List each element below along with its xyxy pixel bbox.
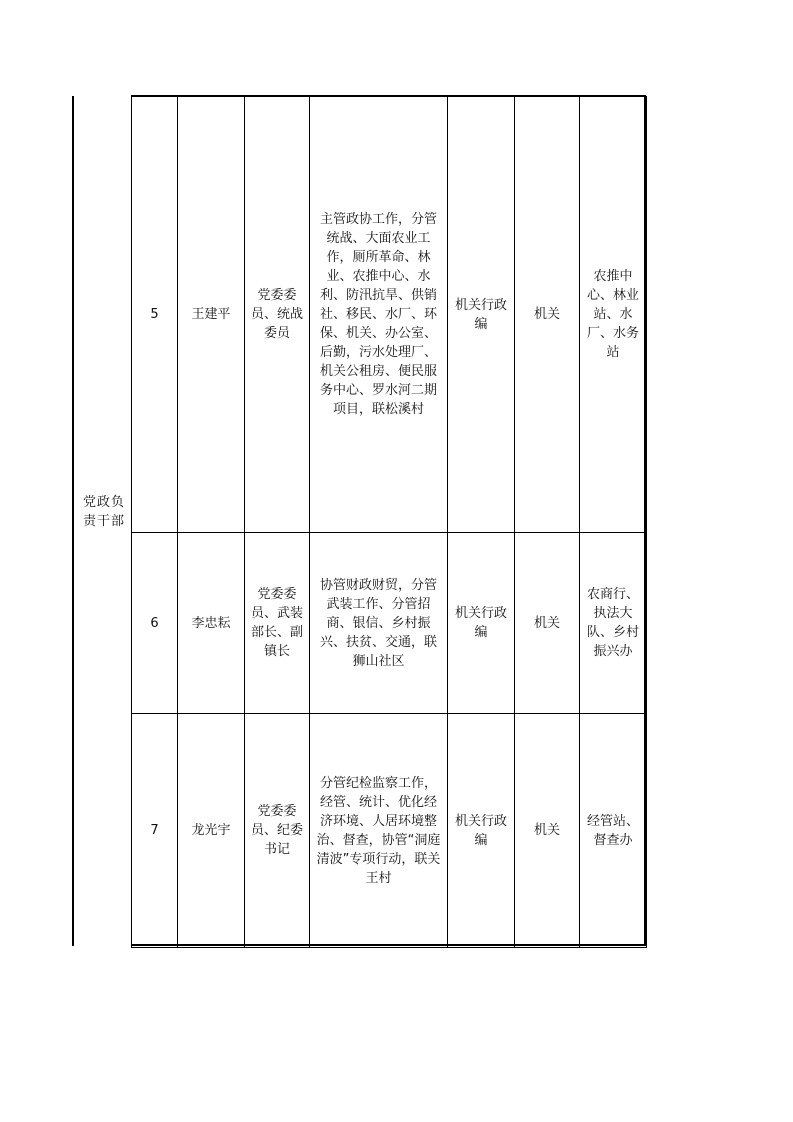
table-right-border xyxy=(644,96,646,946)
staffing-type: 机关行政编 xyxy=(448,533,515,714)
staffing-type: 机关行政编 xyxy=(448,97,515,533)
table-row xyxy=(132,714,647,948)
contact-units: 农推中心、林业站、水厂、水务站 xyxy=(580,97,647,533)
left-border-line xyxy=(72,96,74,946)
table-row xyxy=(132,533,647,714)
row-number: 7 xyxy=(132,714,178,948)
row-number: 6 xyxy=(132,533,178,714)
cadre-position: 党委委员、统战委员 xyxy=(245,97,310,533)
row-number: 5 xyxy=(132,97,178,533)
category-label: 党政负责干部 xyxy=(82,495,125,529)
cadre-duties: 分管纪检监察工作，经管、统计、优化经济环境、人居环境整治、督查，协管“洞庭清波”专项行动，联关王村 xyxy=(310,714,448,948)
table-row xyxy=(132,97,647,533)
cadre-duties: 主管政协工作，分管统战、大面农业工作，厕所革命、林业、农推中心、水利、防汛抗旱、供销社、移民、水厂、环保、机关、办公室、后勤，污水处理厂、机关公租房、便民服务中心、罗水河二期项目，联松溪村 xyxy=(310,97,448,533)
cadre-duties: 协管财政财贸，分管武装工作、分管招商、银信、乡村振兴、扶贫、交通，联狮山社区 xyxy=(310,533,448,714)
work-unit: 机关 xyxy=(515,533,580,714)
work-unit: 机关 xyxy=(515,97,580,533)
cadre-name: 王建平 xyxy=(178,97,245,533)
contact-units: 经管站、督查办 xyxy=(580,714,647,948)
cadre-position: 党委委员、武装部长、副镇长 xyxy=(245,533,310,714)
contact-units: 农商行、执法大队、乡村振兴办 xyxy=(580,533,647,714)
cadre-table xyxy=(131,96,647,948)
table-bottom-border xyxy=(131,944,646,946)
cadre-position: 党委委员、纪委书记 xyxy=(245,714,310,948)
staffing-type: 机关行政编 xyxy=(448,714,515,948)
cadre-name: 李忠耘 xyxy=(178,533,245,714)
cadre-name: 龙光宇 xyxy=(178,714,245,948)
work-unit: 机关 xyxy=(515,714,580,948)
